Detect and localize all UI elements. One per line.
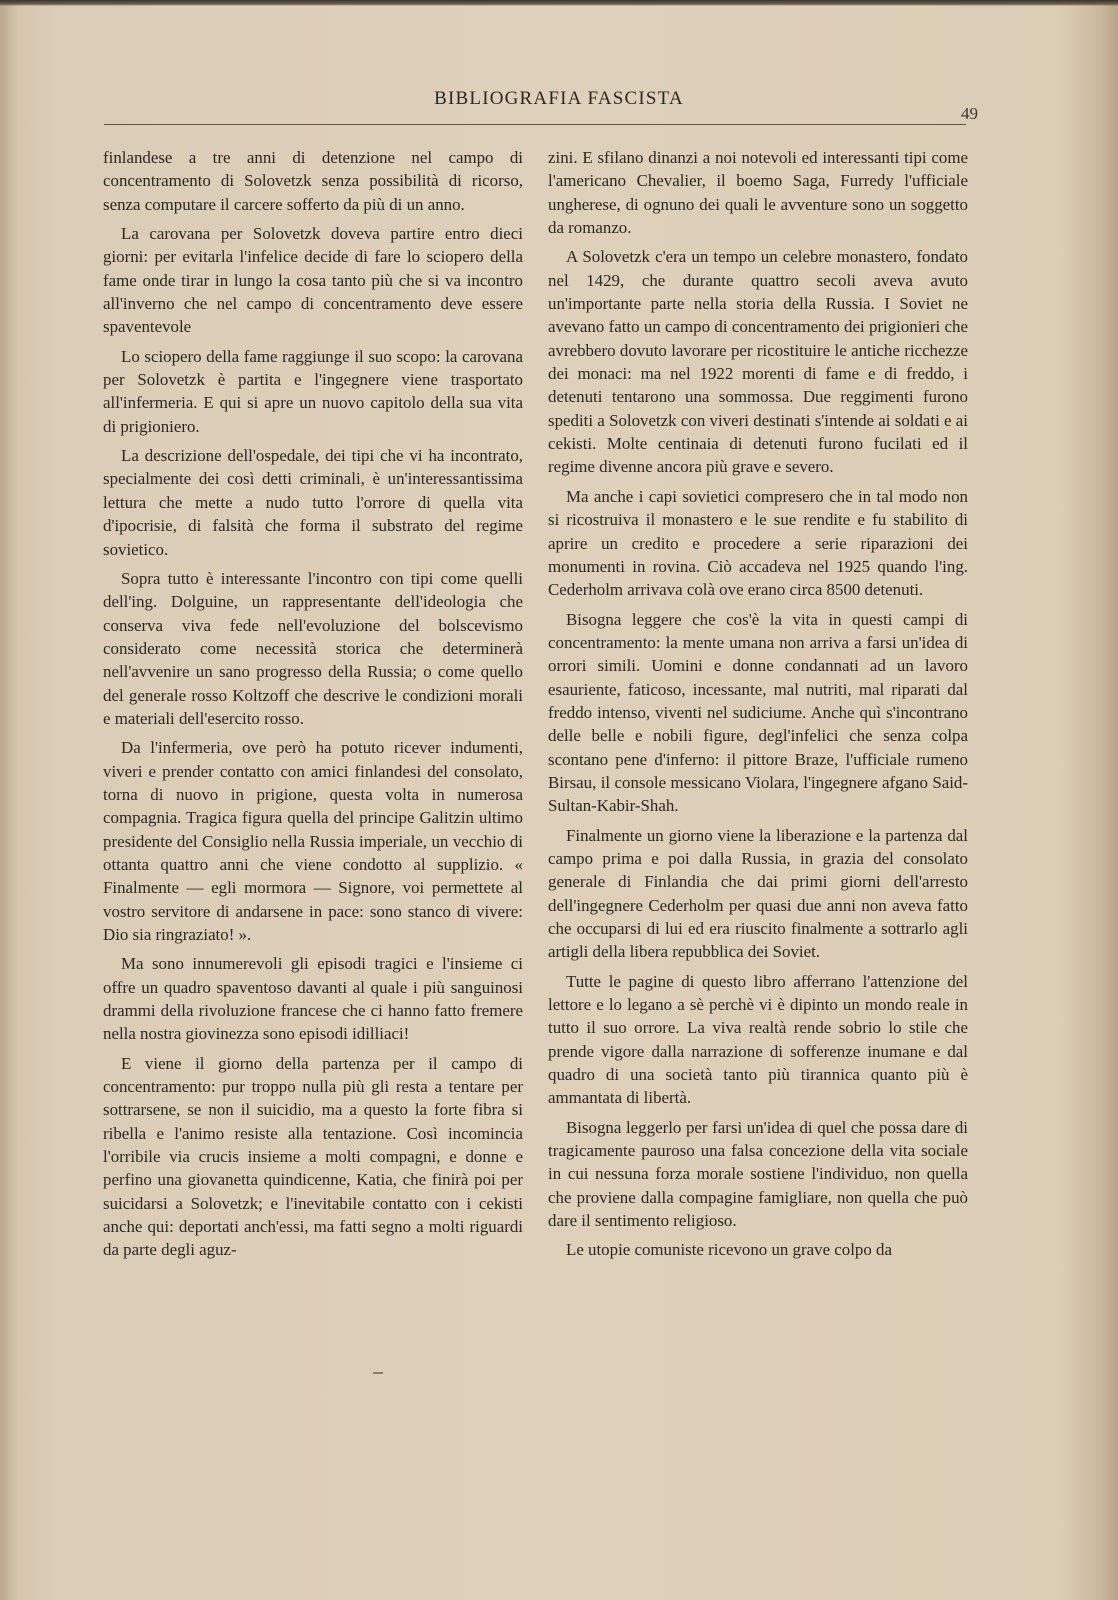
- footer-mark: [373, 1372, 383, 1374]
- page-number: 49: [961, 104, 978, 123]
- paragraph: Bisogna leggerlo per farsi un'idea di quel che possa dare di tragicamente pauroso una falsa concezione della vita sociale in cui nessuna forza morale sostiene l'individuo, non quella che proviene dalla compagine famigliare, non quella che può dare il sentimento religioso.: [548, 1117, 968, 1231]
- page-top-edge: [0, 0, 1118, 6]
- paragraph: finlandese a tre anni di detenzione nel campo di concentramento di Solovetzk senza possibilità di ricorso, senza computare il carcere sofferto da più di un anno.: [103, 148, 523, 214]
- paragraph: Finalmente un giorno viene la liberazione e la partenza dal campo prima e poi dalla Russia, in grazia del consolato generale di Finlandia che dai primi giorni dell'arresto dell'ingegnere Cederholm per quasi due anni non aveva fatto che occuparsi di lui ed era riuscito finalmente a sottrarlo agli artigli della libera repubblica dei Soviet.: [548, 825, 968, 962]
- paragraph: La carovana per Solovetzk doveva partire entro dieci giorni: per evitarla l'infelice decide di fare lo sciopero della fame onde tirar in lungo la cosa tanto più che si va incontro all'inverno che nel campo di concentramento deve essere spaventevole: [103, 224, 523, 337]
- paragraph: Le utopie comuniste ricevono un grave colpo da: [566, 1240, 892, 1260]
- paragraph: zini. E sfilano dinanzi a noi notevoli ed interessanti tipi come l'americano Chevalier, il boemo Saga, Furredy l'ufficiale ungherese, di ognuno dei quali le avventure sono un soggetto da romanzo.: [548, 148, 968, 238]
- paragraph: Lo sciopero della fame raggiunge il suo scopo: la carovana per Solovetzk è partita e l'ingegnere viene trasportato all'infermeria. E qui si apre un nuovo capitolo della sua vita di prigioniero.: [103, 346, 523, 436]
- paragraph: Ma sono innumerevoli gli episodi tragici e l'insieme ci offre un quadro spaventoso davanti al quale i più sanguinosi drammi della rivoluzione francese che ci hanno fatto fremere nella nostra giovinezza sono episodi idilliaci!: [103, 954, 523, 1044]
- running-title: BIBLIOGRAFIA FASCISTA: [434, 88, 684, 109]
- header-rule: [104, 124, 966, 125]
- paragraph: Ma anche i capi sovietici compresero che in tal modo non si ricostruiva il monastero e le sue rendite e fu stabilito di aprire un credito e procedere a serie riparazioni dei monumenti in rovina. Ciò accadeva nel 1925 quando l'ing. Cederholm arrivava colà ove erano circa 8500 detenuti.: [548, 486, 968, 600]
- paragraph: Da l'infermeria, ove però ha potuto ricever indumenti, viveri e prender contatto con amici finlandesi del consolato, torna di nuovo in prigione, questa volta in numerosa compagnia. Tragica figura quella del principe Galitzin ultimo presidente del Consiglio nella Russia imperiale, un vecchio di ottanta quattro anni che viene condotto al supplizio. « Finalmente — egli mormora — Signore, voi permettete al vostro servitore di andarsene in pace: sono stanco di vivere: Dio sia ringraziato! ».: [103, 738, 523, 944]
- right-column: [548, 146, 968, 1268]
- paragraph: A Solovetzk c'era un tempo un celebre monastero, fondato nel 1429, che durante quattro secoli aveva avuto un'importante parte nella storia della Russia. I Soviet ne avevano fatto un campo di concentramento dei prigionieri che avrebbero dovuto lavorare per ricostituire le antiche ricchezze dei monaci: ma nel 1922 morenti di fame e di freddo, i detenuti tentarono una sommossa. Due reggimenti furono spediti a Solovetzk con viveri destinati s'intende ai soldati e ai cekisti. Molte centinaia di detenuti furono fucilati ed il regime divenne ancora più grave e severo.: [548, 247, 968, 477]
- paragraph: Tutte le pagine di questo libro afferrano l'attenzione del lettore e lo legano a sè perchè vi è dipinto un mondo reale in tutto il suo orrore. La viva realtà rende sobrio lo stile che prende vigore dalla narrazione di sofferenze inumane e dal quadro di una società tanto più tirannica quanto più è ammantata di libertà.: [548, 971, 968, 1108]
- paragraph: E viene il giorno della partenza per il campo di concentramento: pur troppo nulla più gli resta a tentare per sottrarsene, se non il suicidio, ma a questo la forte fibra si ribella e l'animo resiste alla tentazione. Così incomincia l'orribile via crucis insieme a molti compagni, e donne e perfino una giovanetta quindicenne, Katia, che finirà poi per suicidarsi a Solovetzk; e l'inevitabile contatto con i cekisti anche qui: deportati anch'essi, ma fatti segno a molti riguardi da parte degli aguz-: [103, 1053, 523, 1260]
- left-column: [103, 146, 523, 1268]
- paragraph: Sopra tutto è interessante l'incontro con tipi come quelli dell'ing. Dolguine, un rappresentante dell'ideologia che conserva viva fede nell'evoluzione del bolscevismo considerato come necessità storica che determinerà nell'avvenire un sano progresso della Russia; o come quello del generale rosso Koltzoff che descrive le condizioni morali e materiali dell'esercito rosso.: [103, 568, 523, 728]
- paragraph: Bisogna leggere che cos'è la vita in questi campi di concentramento: la mente umana non arriva a farsi un'idea di orrori simili. Uomini e donne condannati ad un lavoro esauriente, faticoso, incessante, mal nutriti, mal riparati dal freddo intenso, viventi nel sudiciume. Anche quì s'incontrano delle belle e nobili figure, degl'infelici che senza colpa scontano pene d'inferno: il pittore Braze, l'ufficiale rumeno Birsau, il console messicano Violara, l'ingegnere afgano Said-Sultan-Kabir-Shah.: [548, 609, 968, 816]
- paragraph: La descrizione dell'ospedale, dei tipi che vi ha incontrato, specialmente dei così detti criminali, è un'interessantissima lettura che mette a nudo tutto l'orrore di quella vita d'ipocrisie, di falsità che forma il substrato del regime sovietico.: [103, 446, 523, 559]
